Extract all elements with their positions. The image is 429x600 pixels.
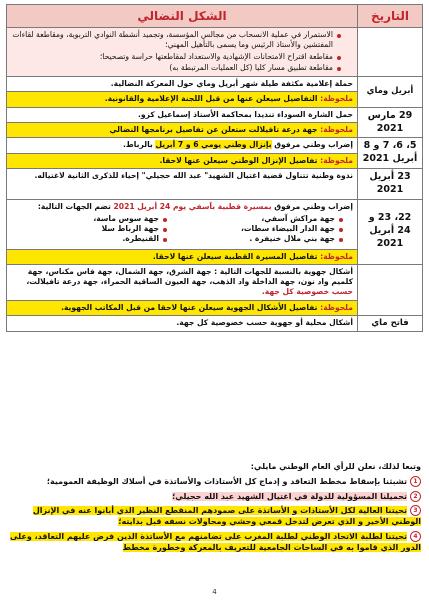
table-row (7, 138, 423, 153)
table-row (7, 28, 423, 77)
list-item: جهة الرباط سلا (11, 224, 167, 234)
boycott-list (11, 30, 353, 73)
statement-point (8, 476, 421, 488)
text-part: أشكال جهوية بالنسبة للجهات التالية : جهة الشرق، جهة الشمال، جهة فاس مكناس، جهة كلميم واد نون، جهة الداخلة واد الذهب، جهة العيون الساقية الحمراء، جهة درعة تافيلالت، (26, 266, 353, 287)
form-cell (7, 138, 358, 153)
number-icon: 1 (410, 476, 421, 487)
note-text: جهة درعة تافيلالت ستعلن عن تفاصيل برنامجها النضالي (109, 125, 318, 134)
list-item: جهة بني ملال خنيفرة . (187, 234, 343, 244)
table-row (7, 199, 423, 249)
date-cell: أبريل وماي (358, 77, 423, 108)
list-item: جهة الدار البيضاء سطات، (187, 224, 343, 234)
statement-text: تحميلنا المسؤولية للدولة في اغتيال الشهيد عبد الله حجيلي؛ (172, 491, 407, 501)
note-cell (7, 249, 358, 264)
table-header-row (7, 5, 423, 28)
highlight-text: بمسيرة قطبية بآسفي يوم 24 أبريل 2021 (113, 201, 272, 211)
statement-point (8, 491, 421, 503)
text-part: إضراب وطني مرفوق (271, 201, 353, 211)
list-item: الاستمرار في عملية الانسحاب من مجالس المؤسسة، وتجميد أنشطة النوادي التربوية، ومقاطعة لقاءات المفتشين والأستاذ الرئيس وما يسمى بالتأهيل المهني؛ (11, 30, 341, 51)
statement-text: تشبثنا بإسقاط مخطط التعاقد و إدماج كل الأستاذات والأساتذة في أسلاك الوظيفة العمومية؛ (46, 476, 407, 486)
note-text: تفاصيل الإنزال الوطني سيعلن عنها لاحقا. (159, 155, 318, 165)
date-cell: 29 مارس 2021 (358, 107, 423, 138)
date-cell: 23 أبريل 2021 (358, 168, 423, 199)
form-cell (7, 28, 358, 77)
table-row (7, 315, 423, 331)
note-label: ملحوظة: (320, 94, 353, 104)
statement-point (8, 505, 421, 528)
number-icon: 2 (410, 491, 421, 502)
list-item: مقاطعة تطبيق مسار كليا (كل العمليات المرتبطة به) (11, 63, 341, 73)
form-cell: حملة إعلامية مكثفة طيلة شهر أبريل وماي حول المعركة النضالية. (7, 77, 358, 92)
date-cell: 22، 23 و 24 أبريل 2021 (358, 199, 423, 264)
table-row (7, 264, 423, 300)
form-cell: ندوة وطنية تتناول قضية اغتيال الشهيد" عبد الله حجيلي" إحياء للذكرى الثانية لاغتياله. (7, 168, 358, 199)
list-item: القنيطرة. (11, 234, 167, 244)
text-part: تضم الجهات التالية: (37, 201, 114, 211)
text-part: بالرباط. (123, 140, 156, 150)
text-part: إضراب وطني مرفوق (271, 140, 353, 150)
struggle-program-table (6, 4, 423, 332)
statement-intro: وتبعا لذلك، نعلن للرأي العام الوطني مايلي: (250, 462, 421, 471)
table-row (7, 107, 423, 122)
regions-list-b (11, 214, 177, 245)
note-label: ملحوظة: (320, 125, 353, 134)
list-item: جهة سوس ماسة، (11, 214, 167, 224)
note-label: ملحوظة: (320, 155, 353, 165)
date-cell-empty (358, 264, 423, 315)
statement-point (8, 531, 421, 554)
note-label: ملحوظة: (320, 302, 353, 312)
header-form: الشكل النضالي (7, 5, 358, 28)
regions-grid (11, 214, 353, 245)
number-icon: 3 (410, 505, 421, 516)
note-text: التفاصيل سيعلن عنها من قبل اللجنة الإعلامية والقانونية. (104, 94, 318, 104)
regions-list-a (187, 214, 353, 245)
form-cell: حمل الشارة السوداء تنديدا بمحاكمة الأستاذ إسماعيل كزو. (7, 107, 358, 122)
statement-text: تحيتنا العالية لكل الأستاذات و الأساتذة على صمودهم المنقطع النظير الذي أبانوا عنه في الإنزال الوطني الأخير و الذي تعرض لتدخل قمعي وحشي ومحاولات نسفه قبل بدايته؛ (32, 506, 421, 527)
number-icon: 4 (410, 531, 421, 542)
form-cell: أشكال محلية أو جهوية حسب خصوصية كل جهة. (7, 315, 358, 331)
list-item: مقاطعة اقتراح الامتحانات الإشهادية والاستعداد لمقاطعتها حراسة وتصحيحا؛ (11, 52, 341, 62)
note-cell (7, 300, 358, 315)
note-text: تفاصيل الأشكال الجهوية سيعلن عنها لاحقا من قبل المكاتب الجهوية. (61, 302, 318, 312)
table-row (7, 168, 423, 199)
table-row (7, 77, 423, 92)
note-text: تفاصيل المسيرة القطبية سيعلن عنها لاحقا. (152, 251, 318, 261)
statement-text: تحيتنا لطلبة الاتحاد الوطني لطلبة المغرب على تضامنهم مع الأساتذة الذين فرض عليهم التعاقد، وعلى الدور الذي قاموا به في الساحات الجامعية للتعريف بالمعركة وخطورة مخطط (10, 531, 421, 552)
page-number: 4 (212, 588, 217, 596)
note-cell (7, 123, 358, 138)
note-label: ملحوظة: (320, 251, 353, 261)
date-cell: فاتح ماي (358, 315, 423, 331)
note-cell (7, 153, 358, 168)
date-cell-empty (358, 28, 423, 77)
form-cell (7, 264, 358, 300)
highlight-text: بإنزال وطني يومي 6 و 7 أبريل (155, 140, 272, 150)
date-cell: 5، 6، 7 و 8 أبريل 2021 (358, 138, 423, 169)
form-cell (7, 199, 358, 249)
highlight-text: حسب خصوصية كل جهة. (261, 287, 353, 297)
list-item: جهة مراكش آسفي، (187, 214, 343, 224)
header-date: التاريخ (358, 5, 423, 28)
note-cell (7, 92, 358, 107)
statement-section (8, 462, 421, 557)
